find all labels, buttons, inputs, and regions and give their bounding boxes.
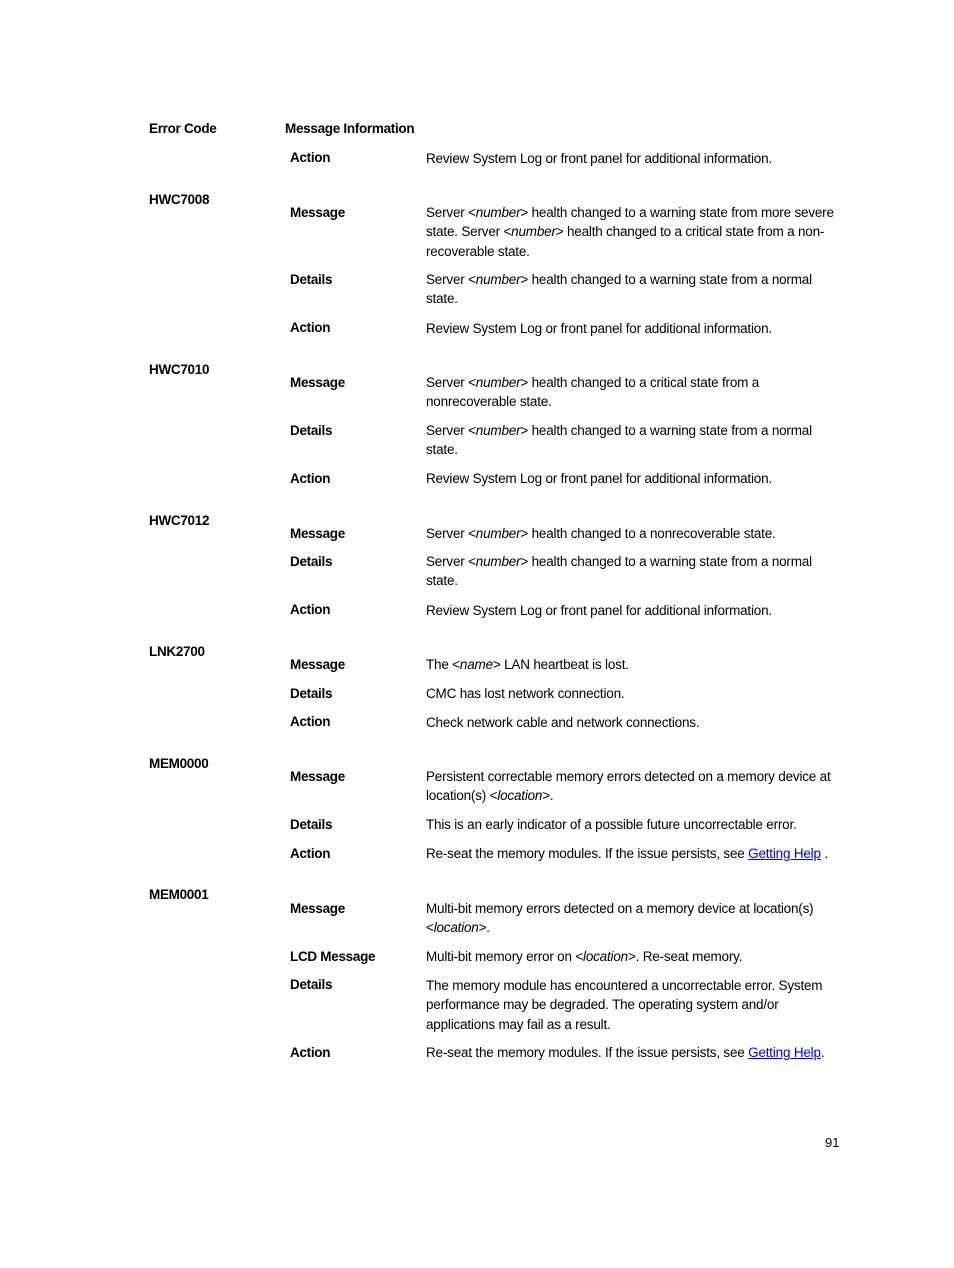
- label-action: Action: [290, 602, 331, 617]
- getting-help-link[interactable]: Getting Help: [748, 1045, 821, 1060]
- message-text: Server <number> health changed to a critical state from a nonrecoverable state.: [426, 375, 760, 410]
- error-code-hwc7010: HWC7010: [149, 362, 210, 377]
- label-message: Message: [290, 769, 345, 784]
- message-text: The <name> LAN heartbeat is lost.: [426, 657, 629, 672]
- details-text: Server <number> health changed to a warning state from a normal state.: [426, 554, 812, 589]
- label-message: Message: [290, 657, 345, 672]
- label-message: Message: [290, 205, 345, 220]
- details-text: This is an early indicator of a possible future uncorrectable error.: [426, 817, 797, 832]
- action-text: Review System Log or front panel for additional information.: [426, 321, 772, 336]
- message-text: Server <number> health changed to a warning state from more severe state. Server <number> health changed to a critical state from a non-recoverable state.: [426, 205, 834, 259]
- label-details: Details: [290, 554, 333, 569]
- label-details: Details: [290, 423, 333, 438]
- label-details: Details: [290, 272, 333, 287]
- error-code-lnk2700: LNK2700: [149, 644, 205, 659]
- label-details: Details: [290, 977, 333, 992]
- label-action: Action: [290, 1045, 331, 1060]
- message-text: Server <number> health changed to a nonrecoverable state.: [426, 526, 776, 541]
- label-message: Message: [290, 375, 345, 390]
- message-text: Multi-bit memory errors detected on a memory device at location(s) <location>.: [426, 901, 814, 936]
- details-text: Server <number> health changed to a warning state from a normal state.: [426, 272, 812, 307]
- label-action: Action: [290, 471, 331, 486]
- label-message: Message: [290, 526, 345, 541]
- error-code-hwc7012: HWC7012: [149, 513, 210, 528]
- page-number: 91: [825, 1135, 840, 1150]
- error-code-mem0001: MEM0001: [149, 887, 209, 902]
- getting-help-link[interactable]: Getting Help: [748, 846, 821, 861]
- label-message: Message: [290, 901, 345, 916]
- message-text: Persistent correctable memory errors detected on a memory device at location(s) <location>.: [426, 769, 831, 804]
- error-code-mem0000: MEM0000: [149, 756, 209, 771]
- label-details: Details: [290, 686, 333, 701]
- error-code-hwc7008: HWC7008: [149, 192, 210, 207]
- action-text: Re-seat the memory modules. If the issue persists, see Getting Help .: [426, 846, 828, 861]
- details-text: Server <number> health changed to a warning state from a normal state.: [426, 423, 812, 458]
- label-action: Action: [290, 846, 331, 861]
- label-lcd-message: LCD Message: [290, 949, 376, 964]
- label-action: Action: [290, 320, 331, 335]
- action-text: Review System Log or front panel for additional information.: [426, 603, 772, 618]
- action-text: Check network cable and network connections.: [426, 715, 700, 730]
- header-error-code: Error Code: [149, 121, 217, 136]
- label-details: Details: [290, 817, 333, 832]
- header-message-information: Message Information: [285, 121, 415, 136]
- action-text: Review System Log or front panel for additional information.: [426, 471, 772, 486]
- lcd-message-text: Multi-bit memory error on <location>. Re-seat memory.: [426, 949, 743, 964]
- label-action: Action: [290, 714, 331, 729]
- action-text: Review System Log or front panel for additional information.: [426, 151, 772, 166]
- details-text: CMC has lost network connection.: [426, 686, 625, 701]
- label-action: Action: [290, 150, 331, 165]
- action-text: Re-seat the memory modules. If the issue persists, see Getting Help.: [426, 1045, 825, 1060]
- details-text: The memory module has encountered a uncorrectable error. System performance may be degraded. The operating system and/or applications may fail as a result.: [426, 978, 823, 1032]
